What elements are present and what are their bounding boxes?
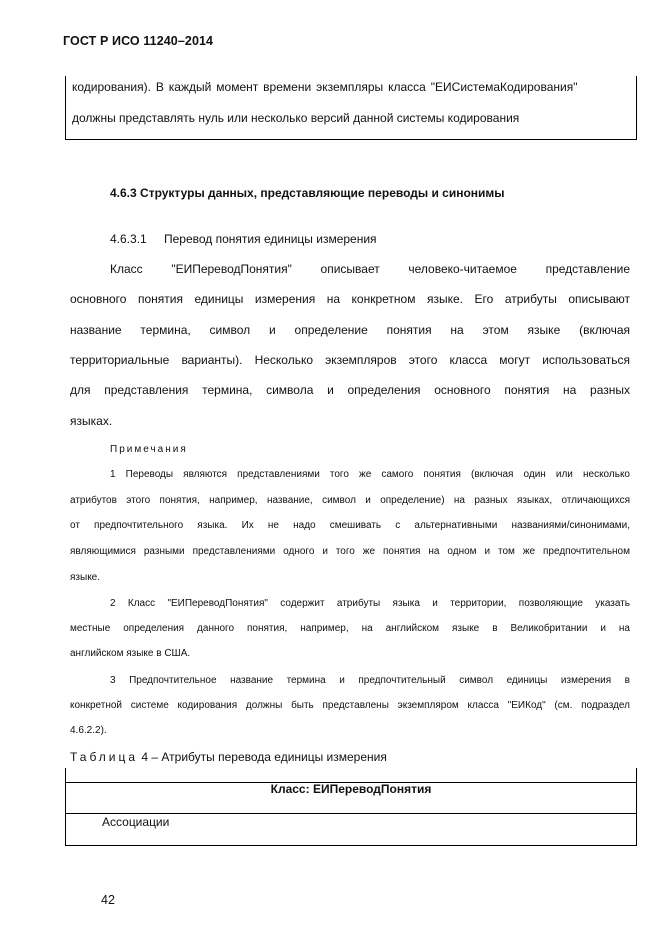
table-caption — [70, 750, 387, 764]
continuation-line-1: кодирования). В каждый момент времени экземпляры класса "ЕИСистемаКодирования" — [72, 80, 578, 94]
paragraph-line: название термина, символ и определение понятия на этом языке (включая — [70, 323, 630, 337]
note-line: 2 Класс "ЕИПереводПонятия" содержит атрибуты языка и территории, позволяющие указать — [110, 598, 630, 609]
page-number: 42 — [101, 893, 115, 907]
table-rule — [66, 813, 636, 814]
paragraph-line: территориальные варианты). Несколько экземпляров этого класса могут использоваться — [70, 353, 630, 367]
table-caption-label: Таблица — [70, 750, 139, 764]
paragraph-line: для представления термина, символа и определения основного понятия на разных — [70, 383, 630, 397]
note-line: английском языке в США. — [70, 648, 191, 659]
table-header-cell: Класс: ЕИПереводПонятия — [270, 782, 432, 796]
paragraph-line: Класс "ЕИПереводПонятия" описывает человеко-читаемое представление — [110, 262, 630, 276]
continuation-box — [65, 76, 637, 140]
subsection-number: 4.6.3.1 — [110, 232, 147, 246]
note-line: языке. — [70, 572, 101, 583]
notes-heading: Примечания — [110, 444, 188, 455]
note-line: 1 Переводы являются представлениями того же самого понятия (включая один или несколько — [110, 469, 630, 480]
table-caption-text: 4 – Атрибуты перевода единицы измерения — [141, 750, 387, 764]
note-line: атрибутов этого понятия, например, название, символ и определение) на разных языках, отличающихся — [70, 495, 630, 506]
continuation-line-2: должны представлять нуль или несколько версий данной системы кодирования — [72, 111, 520, 125]
subsection-text: Перевод понятия единицы измерения — [164, 232, 377, 246]
attributes-table — [65, 768, 637, 846]
paragraph-line: языках. — [70, 414, 113, 428]
subsection-title — [110, 232, 377, 246]
note-line: местные определения данного понятия, например, на английском языке в Великобритании и на — [70, 623, 630, 634]
standard-header: ГОСТ Р ИСО 11240–2014 — [63, 34, 214, 48]
note-line: конкретной системе кодирования должны быть представлены экземпляром класса "ЕИКод" (см. подраздел — [70, 700, 630, 711]
paragraph-line: основного понятия единицы измерения на конкретном языке. Его атрибуты описывают — [70, 292, 630, 306]
note-line: от предпочтительного языка. Их не надо смешивать с альтернативными названиями/синонимами, — [70, 520, 630, 531]
table-cell: Ассоциации — [102, 815, 170, 829]
section-heading: 4.6.3 Структуры данных, представляющие переводы и синонимы — [110, 186, 505, 200]
note-line: 4.6.2.2). — [70, 725, 107, 736]
note-line: являющимися разными представлениями одного и того же понятия на одном и том же предпочтительном — [70, 546, 630, 557]
note-line: 3 Предпочтительное название термина и предпочтительный символ единицы измерения в — [110, 675, 630, 686]
